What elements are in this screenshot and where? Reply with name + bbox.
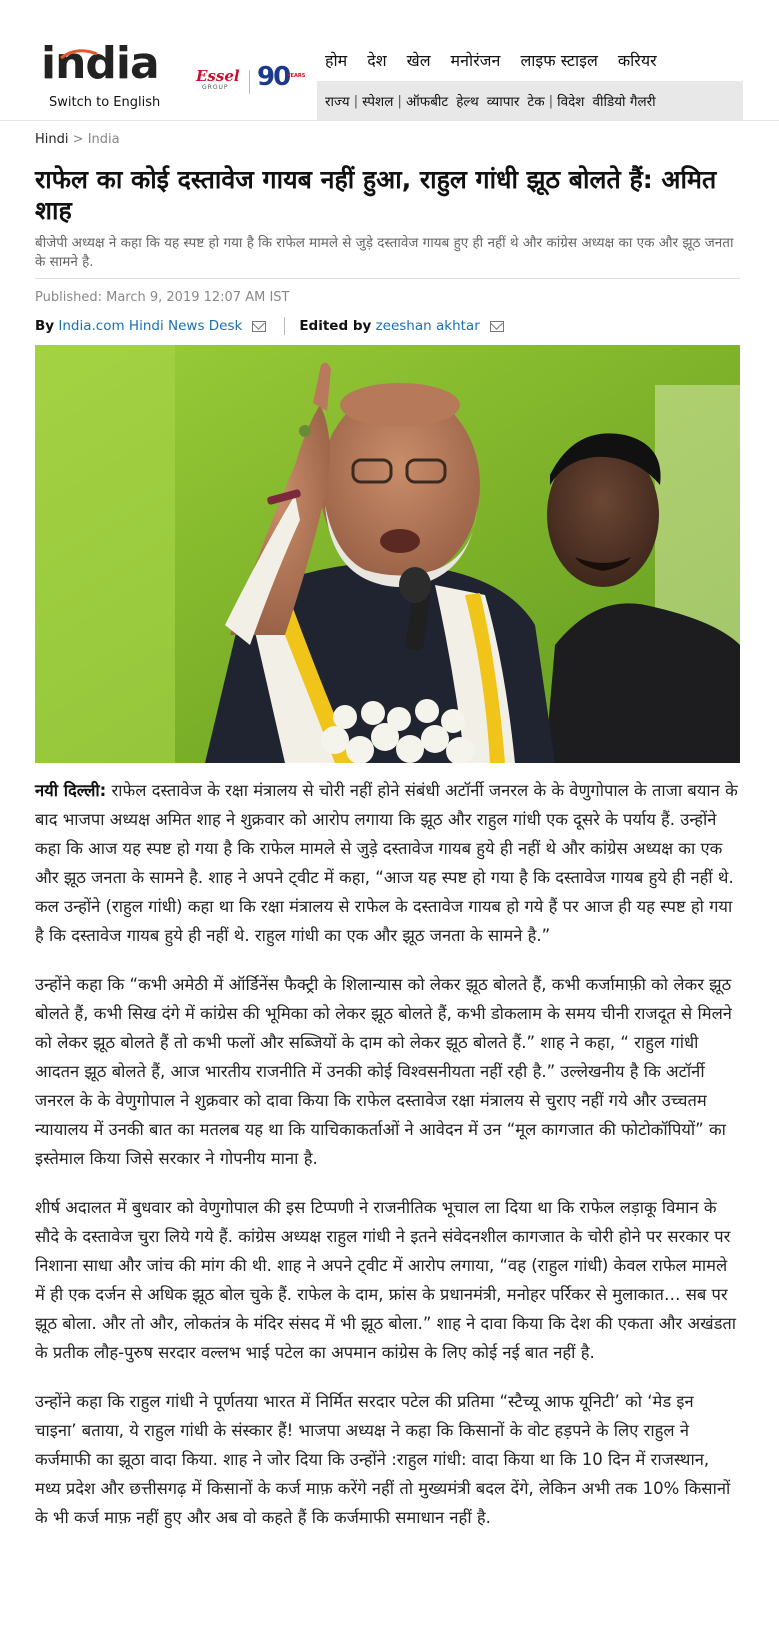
article-paragraph [35, 776, 740, 950]
breadcrumb-home-link[interactable]: Hindi [35, 132, 69, 147]
essel-group-logo [196, 67, 240, 95]
nav-item-desh[interactable]: देश [367, 51, 387, 70]
summary-divider [35, 278, 740, 279]
nav-separator: | [548, 92, 554, 109]
mail-icon[interactable] [490, 321, 504, 332]
article-photo-image [35, 345, 740, 763]
by-label: By [35, 318, 55, 334]
nav-separator: | [397, 92, 402, 109]
logo-divider [249, 70, 250, 94]
article-summary: बीजेपी अध्यक्ष ने कहा कि यह स्पष्ट हो गया है कि राफेल मामले से जुड़े दस्तावेज गायब हुए ही नहीं थे और कांग्रेस अध्यक्ष का एक और झूठ जनता के सामने है. [35, 235, 734, 270]
article-headline: राफेल का कोई दस्तावेज गायब नहीं हुआ, राहुल गांधी झूठ बोलते हैं: अमित शाह [35, 165, 717, 225]
nav-item-manoranjan[interactable]: मनोरंजन [450, 51, 501, 70]
nav-item-tech[interactable]: टेक [527, 93, 545, 110]
nav-item-offbeat[interactable]: ऑफबीट [405, 93, 449, 110]
published-date: Published: March 9, 2019 12:07 AM IST [35, 290, 290, 305]
logo-swoosh-icon [59, 48, 99, 62]
article-paragraph: उन्होंने कहा कि राहुल गांधी ने पूर्णतया भारत में निर्मित सरदार पटेल की प्रतिमा “स्टैच्यू आफ यूनिटी’ को ‘मेड इन चाइना’ बताया, ये राहुल गांधी के संस्कार हैं! भाजपा अध्यक्ष ने कहा कि किसानों के वोट हड़पने के लिए राहुल ने कर्जमाफी का झूठा वादा किया. शाह ने जोर दिया कि उन्होंने :राहुल गांधी: वादा किया था कि 10 दिन में राजस्थान, मध्य प्रदेश और छत्तीसगढ़ में किसानों के कर्ज माफ़ करेंगे नहीं तो मुख्यमंत्री बदल देंगे, लेकिन अभी तक 10% किसानों के भी कर्ज माफ़ नहीं हुए और अब वो कहते हैं कि कर्जमाफी समाधान नहीं है. [35, 1392, 731, 1527]
breadcrumb [35, 132, 120, 147]
essel-group-label: GROUP [202, 84, 229, 91]
ninety-number: 90 [257, 62, 290, 92]
nav-item-special[interactable]: स्पेशल [362, 93, 394, 110]
secondary-nav [317, 81, 743, 120]
paragraph-text: राफेल दस्तावेज के रक्षा मंत्रालय से चोरी नहीं होने संबंधी अटॉर्नी जनरल के के वेणुगोपाल के ताजा बयान के बाद भाजपा अध्यक्ष अमित शाह ने शुक्रवार को आरोप लगाया कि झूठ और राहुल गांधी एक दूसरे के पर्याय हैं. उन्होंने कहा कि आज यह स्पष्ट हो गया है कि राफेल मामले से जुड़े दस्तावेज गायब हुये ही नहीं थे और कांग्रेस अध्यक्ष का एक और झूठ जनता के सामने है. शाह ने अपने ट्वीट में कहा, “आज यह स्पष्ट हो गया है कि दस्तावेज गायब हुये ही नहीं थे. कल उन्होंने (राहुल गांधी) कहा था कि रक्षा मंत्रालय से राफेल के दस्तावेज गायब हो गये हैं पर आज ही यह स्पष्ट हो गया है कि दस्तावेज गायब हुये ही नहीं थे. राहुल गांधी का एक और झूठ जनता के सामने है.” [35, 781, 738, 945]
logo-wordmark: india [41, 38, 159, 89]
nav-separator: | [353, 92, 359, 109]
article-paragraph: शीर्ष अदालत में बुधवार को वेणुगोपाल की इस टिप्पणी ने राजनीतिक भूचाल ला दिया था कि राफेल लड़ाकू विमान के सौदे के दस्तावेज चुरा लिये गये हैं. कांग्रेस अध्यक्ष राहुल गांधी ने इतने संवेदनशील कागजात के चोरी होने पर सरकार पर निशाना साधा और जांच की मांग की थी. शाह ने अपने ट्वीट में आरोप लगाया, “वह (राहुल गांधी) केवल राफेल मामले में ही एक दर्जन से अधिक झूठ बोल चुके हैं. राफेल के दाम, फ्रांस के प्रधानमंत्री, मनोहर पर्रिकर से मुलाकात… सब पर झूठ बोला. और तो और, लोकतंत्र के मंदिर संसद में भी झूठ बोला.” शाह ने दावा किया कि देश की एकता और अखंडता के प्रतीक लौह-पुरुष सरदार वल्लभ भाई पटेल का अपमान कांग्रेस के लिए कोई नई बात नहीं है. [35, 1198, 737, 1362]
nav-item-rajya[interactable]: राज्य [325, 93, 350, 110]
author-link[interactable]: India.com Hindi News Desk [58, 318, 243, 334]
header-divider [0, 120, 779, 121]
ninety-years-label: YEARS [287, 73, 306, 79]
ninety-years-logo [257, 62, 306, 92]
switch-to-english-link[interactable]: Switch to English [49, 95, 161, 110]
essel-wordmark: Essel [196, 67, 240, 85]
byline-divider [284, 317, 285, 335]
nav-item-home[interactable]: होम [325, 51, 348, 70]
breadcrumb-current-link[interactable]: India [87, 132, 120, 147]
breadcrumb-separator: > [72, 132, 84, 147]
article-body [35, 776, 740, 1552]
article-paragraph: उन्होंने कहा कि “कभी अमेठी में ऑर्डिनेंस फैक्ट्री के शिलान्यास को लेकर झूठ बोलते हैं, कभी कर्जामाफ़ी को लेकर झूठ बोलते हैं, कभी सिख दंगे में कांग्रेस की भूमिका को लेकर झूठ बोलते हैं, कभी डोकलाम के समय चीनी राजदूत से मिलने को लेकर झूठ बोलते हैं तो कभी फलों और सब्जियों के दाम को लेकर झूठ बोलते हैं.” शाह ने कहा, “ राहुल गांधी आदतन झूठ बोलते हैं, आज भारतीय राजनीति में उनकी कोई विश्वसनीयता नहीं रही है.” उल्लेखनीय है कि अटॉर्नी जनरल के के वेणुगोपाल ने शुक्रवार को दावा किया कि राफेल दस्तावेज रक्षा मंत्रालय से चुराए नहीं गये और उच्चतम न्यायालय में उनकी बात का मतलब यह था कि याचिकाकर्ताओं ने आवेदन में उन “मूल कागजात की फोटोकॉपियों” का इस्तेमाल किया जिसे सरकार ने गोपनीय माना है. [35, 975, 732, 1168]
nav-item-vyapar[interactable]: व्यापार [486, 93, 520, 110]
nav-item-videsh[interactable]: विदेश [557, 93, 585, 110]
site-logo[interactable] [41, 38, 163, 94]
nav-item-khel[interactable]: खेल [406, 51, 431, 70]
nav-item-health[interactable]: हेल्थ [456, 93, 479, 110]
nav-item-video-gallery[interactable]: वीडियो गैलरी [592, 93, 656, 110]
nav-item-career[interactable]: करियर [617, 51, 657, 70]
nav-item-lifestyle[interactable]: लाइफ स्टाइल [520, 51, 598, 70]
primary-nav [325, 49, 657, 71]
editor-link[interactable]: zeeshan akhtar [375, 318, 480, 334]
byline [35, 317, 504, 335]
dateline: नयी दिल्ली: [35, 781, 107, 800]
mail-icon[interactable] [252, 321, 266, 332]
edited-by-label: Edited by [299, 318, 372, 334]
article-photo [35, 345, 740, 763]
